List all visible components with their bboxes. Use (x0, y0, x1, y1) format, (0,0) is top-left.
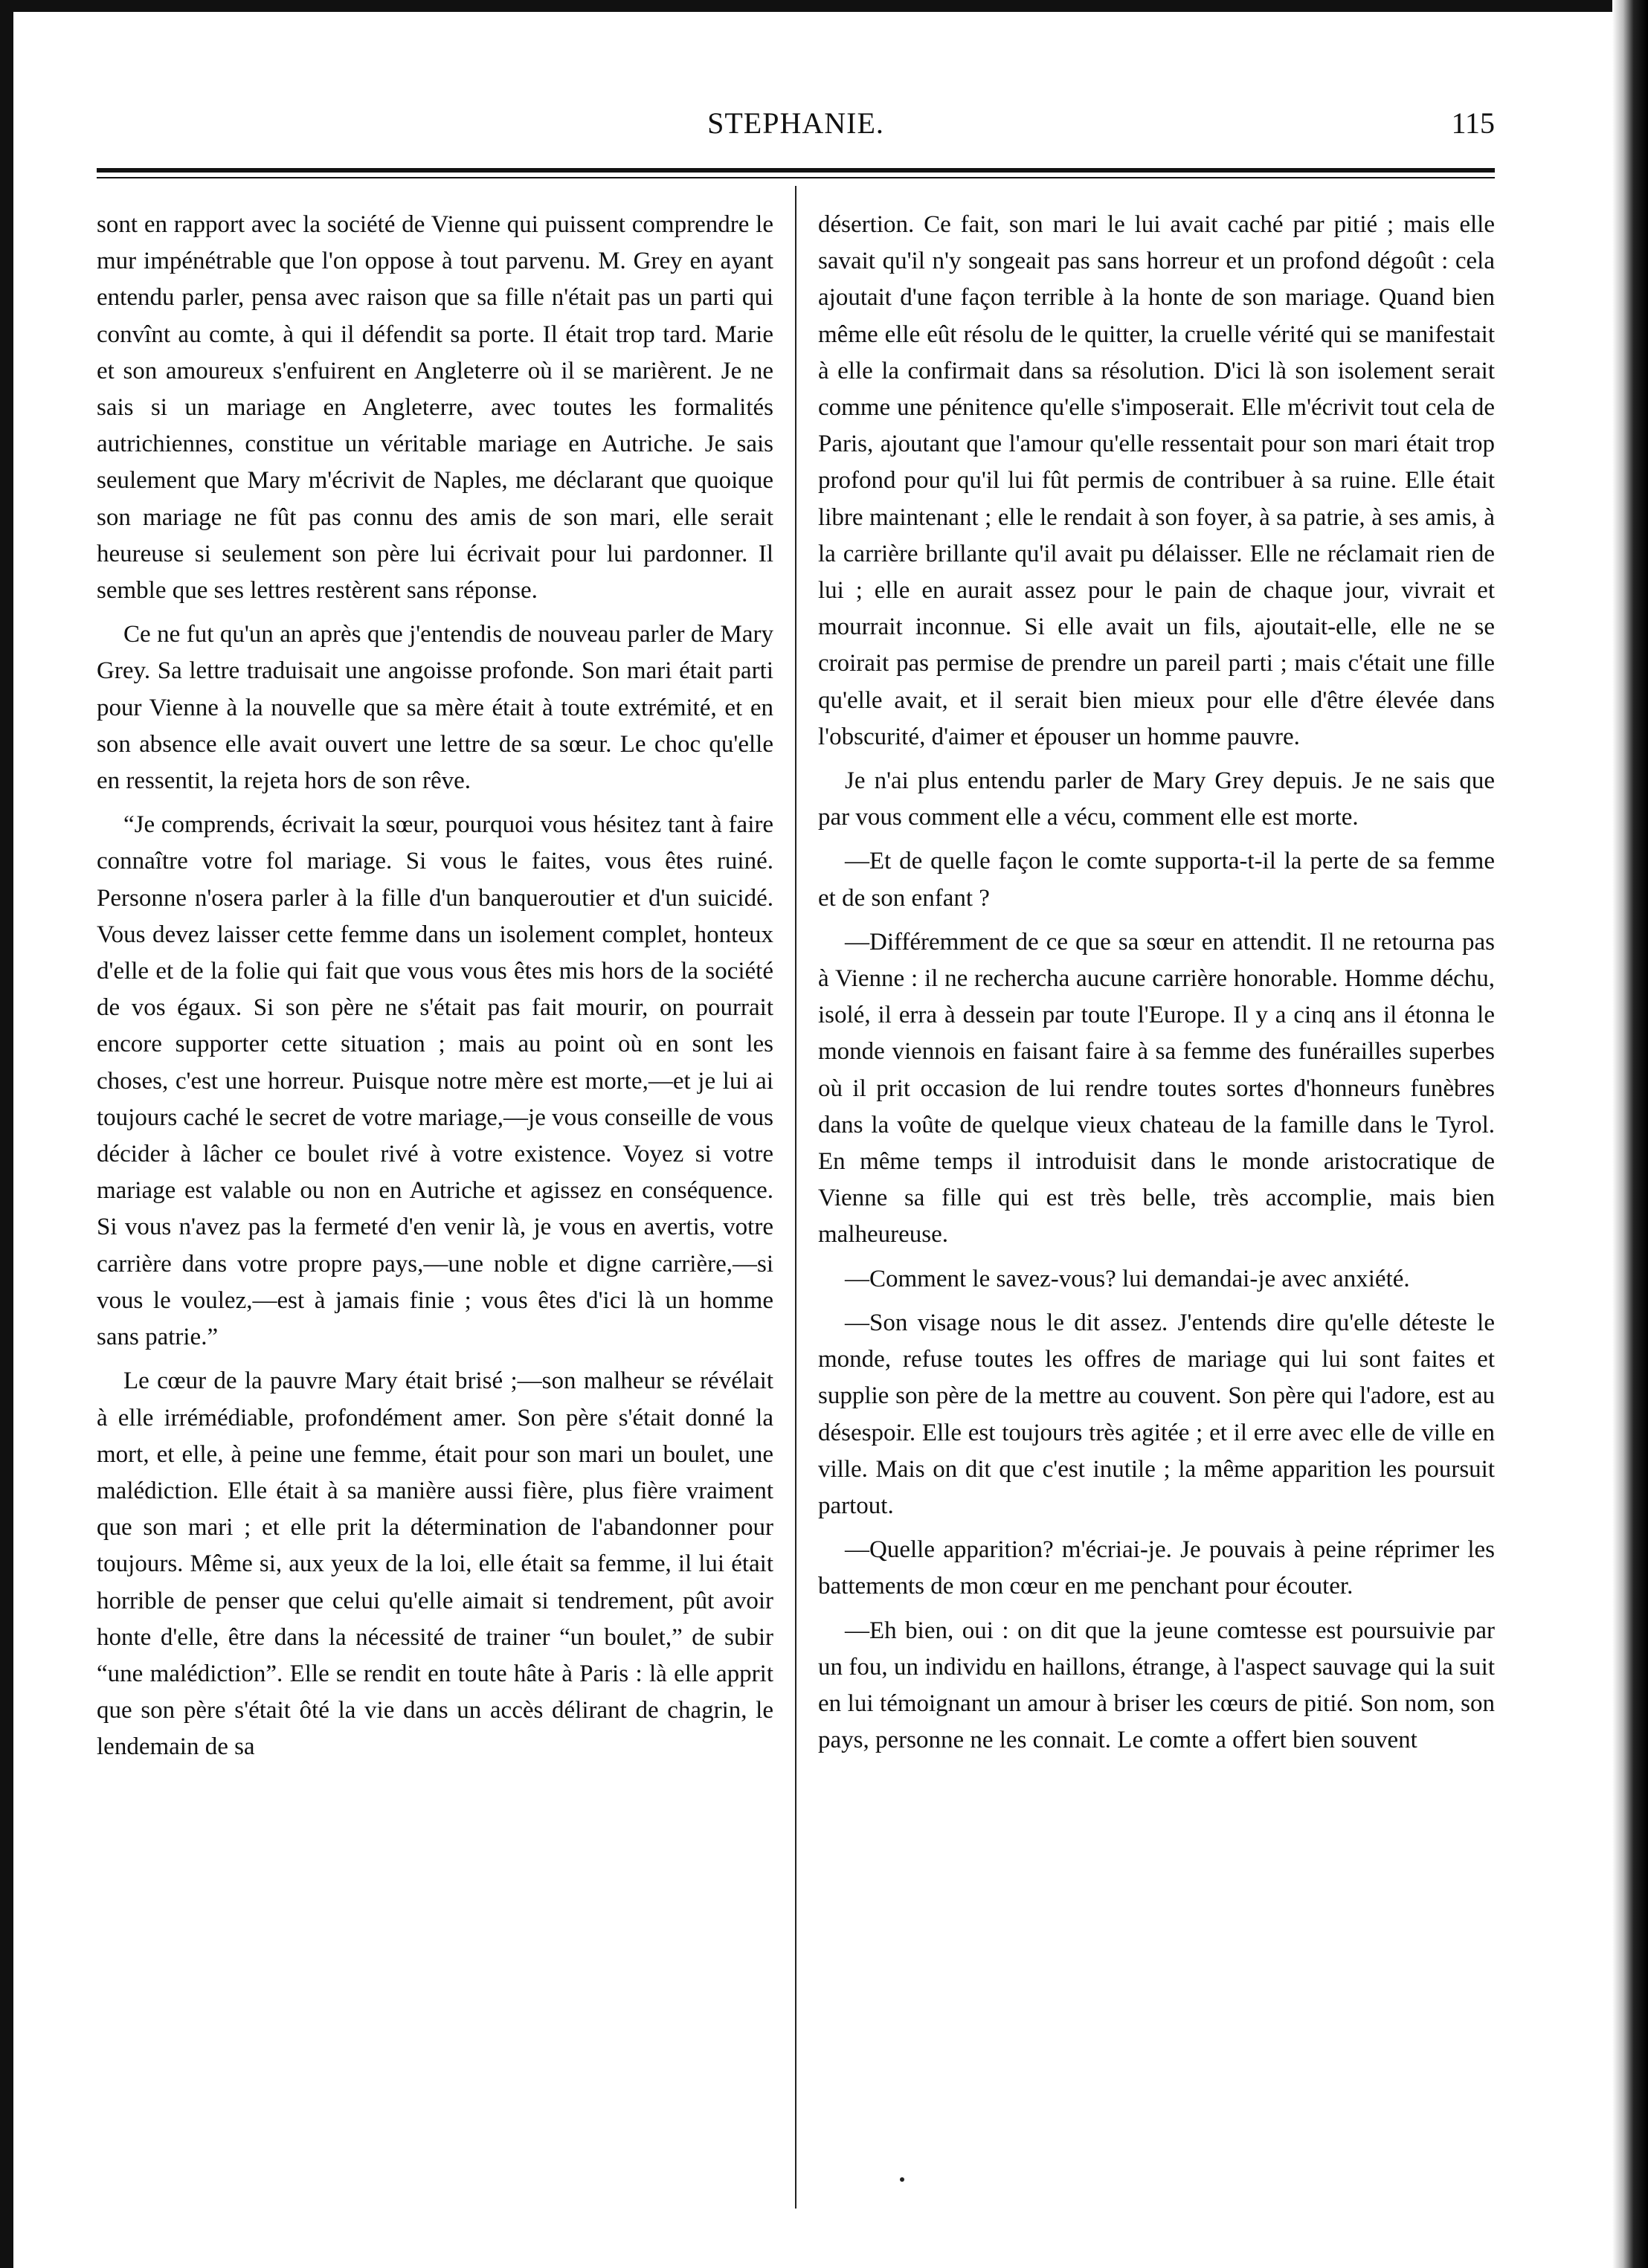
paragraph: —Différemment de ce que sa sœur en attendit. Il ne retourna pas à Vienne : il ne rechercha aucune carrière honorable. Homme déchu, isolé, il erra à dessein par toute l'Europe. Il y a cinq ans il étonna le monde viennois en faisant faire à sa femme des funérailles superbes où il prit occasion de lui rendre toutes sortes d'honneurs funèbres dans la voûte de quelque vieux chateau de la famille dans le Tyrol. En même temps il introduisit dans le monde aristocratique de Vienne sa fille qui est très belle, très accomplie, mais bien malheureuse. (818, 928, 1495, 1249)
scan-speck (900, 2177, 904, 2182)
paragraph: —Son visage nous le dit assez. J'entends dire qu'elle déteste le monde, refuse toutes les offres de mariage qui lui sont faites et supplie son père de la mettre au couvent. Son père qui l'adore, est au désespoir. Elle est toujours très agitée ; et il erre avec elle de ville en ville. Mais on dit que c'est inutile ; la même apparition les poursuit partout. (818, 1309, 1495, 1519)
page-number: 115 (1451, 106, 1495, 140)
scan-border-left (0, 0, 13, 2268)
paragraph: “Je comprends, écrivait la sœur, pourquoi vous hésitez tant à faire connaître votre fol mariage. Si vous le faites, vous êtes ruiné. Personne n'osera parler à la fille d'un banqueroutier et d'un suicidé. Vous devez laisser cette femme dans un isolement complet, honteux d'elle et de la folie qui fait que vous vous êtes mis hors de la société de vos égaux. Si son père ne s'était pas fait mourir, on pourrait encore supporter cette situation ; mais au point où en sont les choses, c'est une horreur. Puisque notre mère est morte,—et je lui ai toujours caché le secret de votre mariage,—je vous conseille de vous décider à lâcher ce boulet rivé à votre existence. Voyez si votre mariage est valable ou non en Autriche et agissez en conséquence. Si vous n'avez pas la fermeté d'en venir là, je vous en avertis, votre carrière dans votre propre pays,—une noble et digne carrière,—si vous le voulez,—est à jamais finie ; vous êtes d'ici là un homme sans patrie.” (97, 811, 773, 1351)
left-column (97, 207, 773, 1774)
header-rule-thin (97, 177, 1495, 178)
paragraph: —Comment le savez-vous? lui demandai-je avec anxiété. (845, 1265, 1410, 1292)
running-title: STEPHANIE. (707, 106, 884, 140)
paragraph: —Quelle apparition? m'écriai-je. Je pouvais à peine réprimer les battements de mon cœur en me penchant pour écouter. (818, 1536, 1495, 1600)
paragraph: Je n'ai plus entendu parler de Mary Grey depuis. Je ne sais que par vous comment elle a vécu, comment elle est morte. (818, 767, 1495, 831)
paragraph: —Et de quelle façon le comte supporta-t-il la perte de sa femme et de son enfant ? (818, 848, 1495, 912)
paragraph: Le cœur de la pauvre Mary était brisé ;—son malheur se révélait à elle irrémédiable, profondément amer. Son père s'était donné la mort, et elle, à peine une femme, était pour son mari un boulet, une malédiction. Elle était à sa manière aussi fière, plus fière vraiment que son mari ; et elle prit la détermination de l'abandonner pour toujours. Même si, aux yeux de la loi, elle était sa femme, il lui était horrible de penser que celui qu'elle aimait si tendrement, pût avoir honte d'elle, être dans la nécessité de trainer “un boulet,” de subir “une malédiction”. Elle se rendit en toute hâte à Paris : là elle apprit que son père s'était ôté la vie dans un accès délirant de chagrin, le lendemain de sa (97, 1367, 773, 1761)
column-divider (795, 186, 796, 2209)
book-page (97, 97, 1495, 2209)
paragraph: Ce ne fut qu'un an après que j'entendis de nouveau parler de Mary Grey. Sa lettre traduisait une angoisse profonde. Son mari était parti pour Vienne à la nouvelle que sa mère était à toute extrémité, et en son absence elle avait ouvert une lettre de sa sœur. Le choc qu'elle en ressentit, la rejeta hors de son rêve. (97, 621, 773, 795)
paragraph: désertion. Ce fait, son mari le lui avait caché par pitié ; mais elle savait qu'il n'y songeait pas sans horreur et un profond dégoût : cela ajoutait d'une façon terrible à la honte de son mariage. Quand bien même elle eût résolu de le quitter, la cruelle vérité qui se manifestait à elle la confirmait dans sa résolution. D'ici là son isolement serait comme une pénitence qu'elle s'imposerait. Elle m'écrivit tout cela de Paris, ajoutant que l'amour qu'elle ressentait pour son mari était trop profond pour qu'il lui fût permis de contribuer à sa ruine. Elle était libre maintenant ; elle le rendait à son foyer, à sa patrie, à ses amis, à la carrière brillante qu'il avait pu délaisser. Elle ne réclamait rien de lui ; elle en aurait assez pour le pain de chaque jour, vivrait et mourrait inconnue. Si elle avait un fils, ajoutait-elle, elle ne se croirait pas permise de prendre un pareil parti ; mais c'était une fille qu'elle avait, et il serait bien mieux pour elle d'être élevée dans l'obscurité, d'aimer et épouser un homme pauvre. (818, 211, 1495, 750)
scan-binding-edge (1612, 0, 1648, 2268)
paragraph: —Eh bien, oui : on dit que la jeune comtesse est poursuivie par un fou, un individu en haillons, étrange, à l'aspect sauvage qui la suit en lui témoignant un amour à briser les cœurs de pitié. Son nom, son pays, personne ne les connait. Le comte a offert bien souvent (818, 1617, 1495, 1754)
paragraph: sont en rapport avec la société de Vienne qui puissent comprendre le mur impénétrable que l'on oppose à tout parvenu. M. Grey en ayant entendu parler, pensa avec raison que sa fille n'était pas un parti qui convînt au comte, à qui il défendit sa porte. Il était trop tard. Marie et son amoureux s'enfuirent en Angleterre où il se marièrent. Je ne sais si un mariage en Angleterre, avec toutes les formalités autrichiennes, constitue un véritable mariage en Autriche. Je sais seulement que Mary m'écrivit de Naples, me déclarant que quoique son mariage ne fût pas connu des amis de son mari, elle serait heureuse si seulement son père lui écrivait pour lui pardonner. Il semble que ses lettres restèrent sans réponse. (97, 211, 773, 605)
header-rule-thick (97, 168, 1495, 173)
page-header (97, 106, 1495, 150)
scan-border-top (0, 0, 1614, 12)
right-column (818, 207, 1495, 1766)
